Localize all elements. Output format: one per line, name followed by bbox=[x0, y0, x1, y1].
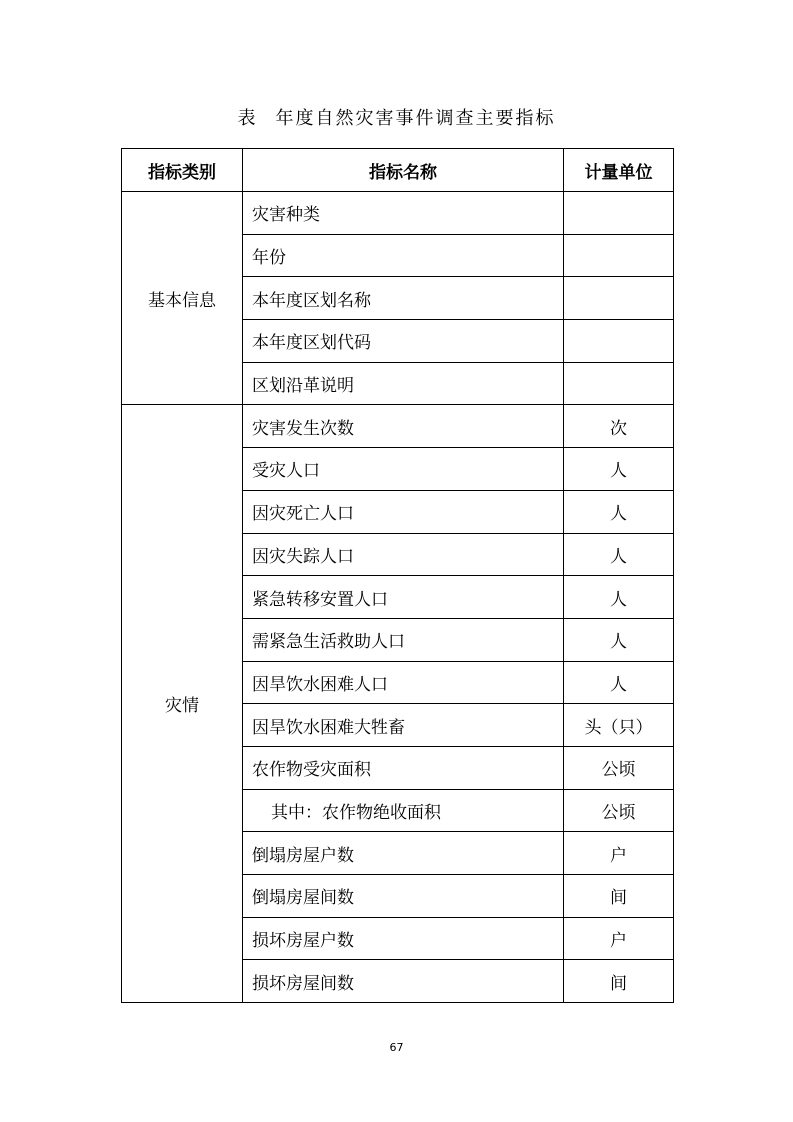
table-header-row bbox=[122, 149, 674, 192]
indicator-unit: 人 bbox=[564, 661, 674, 704]
indicator-unit: 人 bbox=[564, 448, 674, 491]
table-title-prefix: 表 bbox=[237, 108, 258, 129]
indicator-name: 倒塌房屋户数 bbox=[243, 832, 564, 875]
indicator-unit: 人 bbox=[564, 490, 674, 533]
indicator-unit bbox=[564, 362, 674, 405]
indicator-unit bbox=[564, 320, 674, 363]
page-number: 67 bbox=[389, 1041, 404, 1054]
indicator-unit: 人 bbox=[564, 576, 674, 619]
indicator-unit: 间 bbox=[564, 960, 674, 1003]
category-cell: 基本信息 bbox=[122, 192, 243, 405]
table-row bbox=[122, 405, 674, 448]
indicator-unit: 人 bbox=[564, 533, 674, 576]
table-title-text: 年度自然灾害事件调查主要指标 bbox=[275, 108, 556, 129]
indicator-unit bbox=[564, 277, 674, 320]
indicator-name: 本年度区划代码 bbox=[243, 320, 564, 363]
indicator-name: 需紧急生活救助人口 bbox=[243, 618, 564, 661]
category-cell: 灾情 bbox=[122, 405, 243, 1003]
indicator-unit: 头（只） bbox=[564, 704, 674, 747]
indicator-unit: 间 bbox=[564, 875, 674, 918]
indicator-unit: 公顷 bbox=[564, 789, 674, 832]
indicator-name: 年份 bbox=[243, 234, 564, 277]
indicator-name: 紧急转移安置人口 bbox=[243, 576, 564, 619]
indicator-name: 损坏房屋间数 bbox=[243, 960, 564, 1003]
indicator-unit: 公顷 bbox=[564, 746, 674, 789]
indicator-unit: 次 bbox=[564, 405, 674, 448]
header-unit: 计量单位 bbox=[564, 149, 674, 192]
table-row bbox=[122, 192, 674, 235]
indicator-unit: 户 bbox=[564, 832, 674, 875]
indicator-unit: 户 bbox=[564, 917, 674, 960]
indicator-name: 因灾失踪人口 bbox=[243, 533, 564, 576]
indicator-name: 农作物受灾面积 bbox=[243, 746, 564, 789]
indicator-name: 因旱饮水困难大牲畜 bbox=[243, 704, 564, 747]
indicator-unit bbox=[564, 234, 674, 277]
indicator-name: 区划沿革说明 bbox=[243, 362, 564, 405]
indicator-table bbox=[121, 148, 674, 1003]
header-name: 指标名称 bbox=[243, 149, 564, 192]
indicator-name: 因旱饮水困难人口 bbox=[243, 661, 564, 704]
header-category: 指标类别 bbox=[122, 149, 243, 192]
indicator-name: 本年度区划名称 bbox=[243, 277, 564, 320]
indicator-name: 因灾死亡人口 bbox=[243, 490, 564, 533]
table-title bbox=[0, 104, 793, 130]
indicator-name: 损坏房屋户数 bbox=[243, 917, 564, 960]
indicator-name: 受灾人口 bbox=[243, 448, 564, 491]
indicator-name: 倒塌房屋间数 bbox=[243, 875, 564, 918]
indicator-name: 其中：农作物绝收面积 bbox=[243, 789, 564, 832]
indicator-unit bbox=[564, 192, 674, 235]
indicator-name: 灾害种类 bbox=[243, 192, 564, 235]
indicator-name: 灾害发生次数 bbox=[243, 405, 564, 448]
indicator-unit: 人 bbox=[564, 618, 674, 661]
